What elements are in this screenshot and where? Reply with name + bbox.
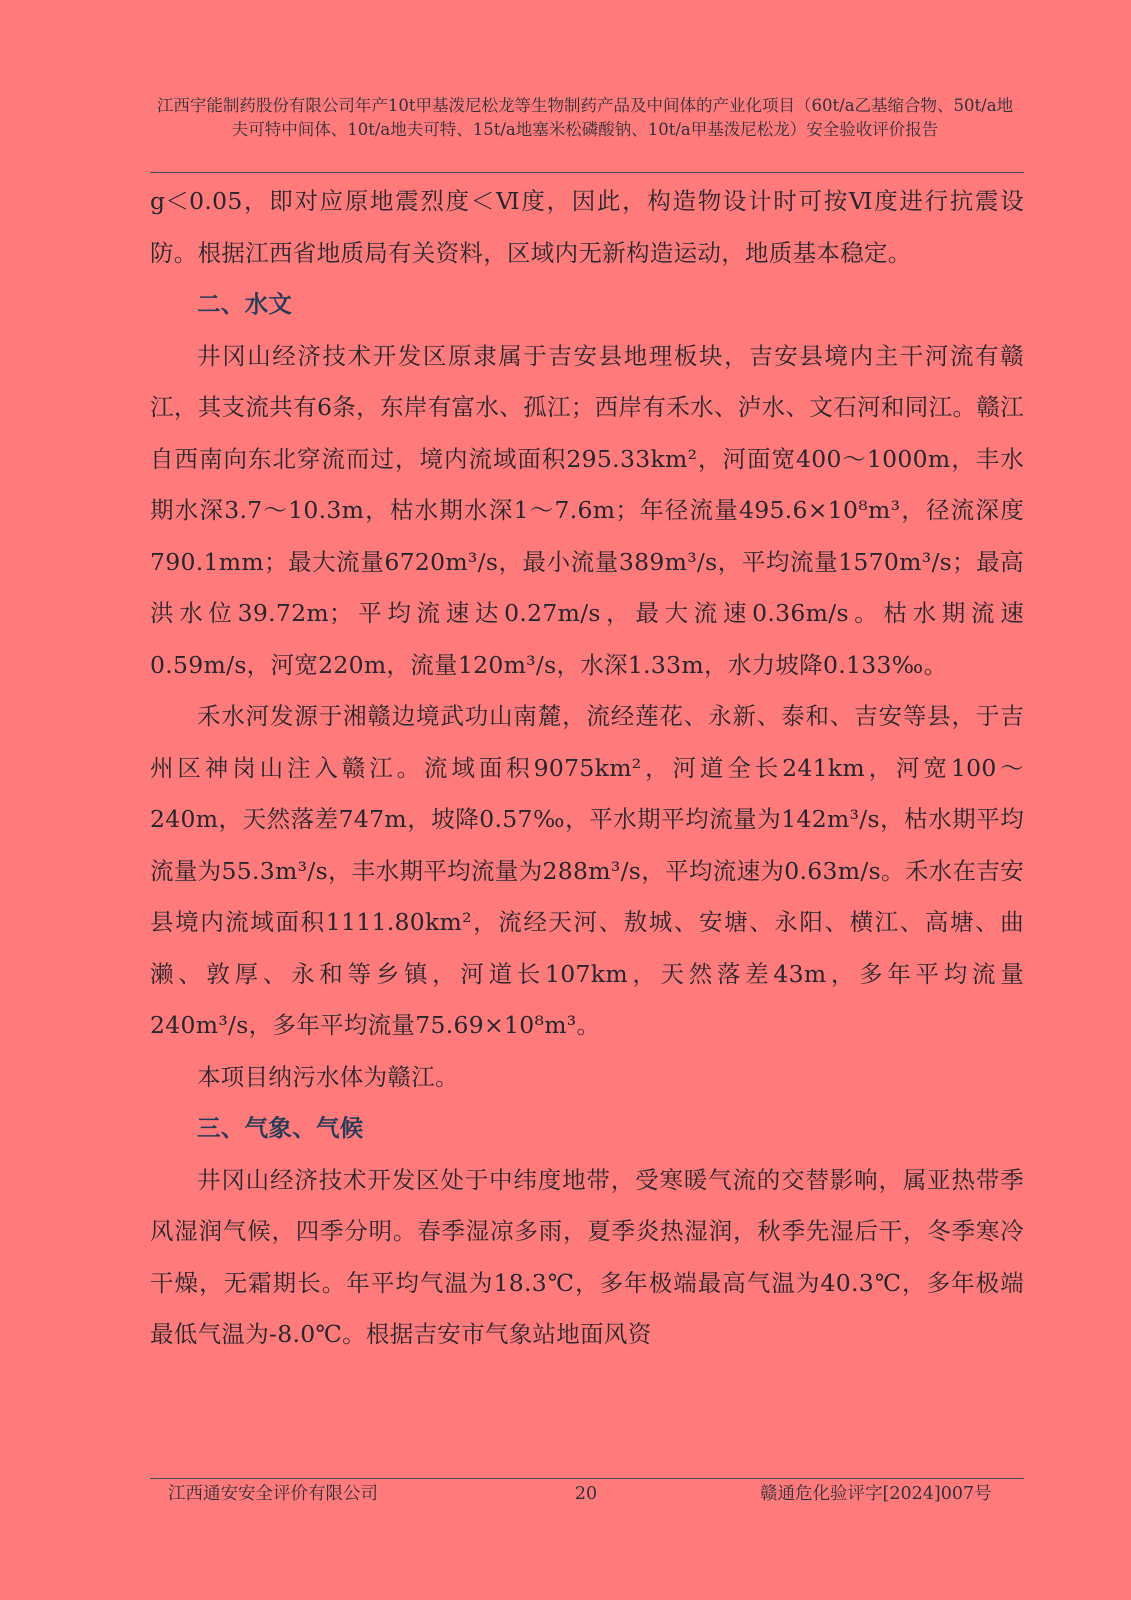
footer-company: 江西通安安全评价有限公司 xyxy=(168,1484,378,1504)
paragraph-climate: 井冈山经济技术开发区处于中纬度地带，受寒暖气流的交替影响，属亚热带季风湿润气候，四季分明。春季湿凉多雨，夏季炎热湿润，秋季先湿后干，冬季寒冷干燥，无霜期长。年平均气温为18.3℃，多年极端最高气温为40.3℃，多年极端最低气温为-8.0℃。根据吉安市气象站地面风资 xyxy=(150,1165,1024,1348)
header-divider xyxy=(150,172,1024,173)
paragraph-hydrology-ganjiang: 井冈山经济技术开发区原隶属于吉安县地理板块，吉安县境内主干河流有赣江，其支流共有6条，东岸有富水、孤江；西岸有禾水、泸水、文石河和同江。赣江自西南向东北穿流而过，境内流域面积295.33km²，河面宽400～1000m，丰水期水深3.7～10.3m，枯水期水深1～7.6m；年径流量495.6×10⁸m³，径流深度790.1mm；最大流量6720m³/s，最小流量389m³/s，平均流量1570m³/s；最高洪水位39.72m；平均流速达0.27m/s，最大流速0.36m/s。枯水期流速0.59m/s，河宽220m，流量120m³/s，水深1.33m，水力坡降0.133‰。 xyxy=(150,341,1024,679)
paragraph-receiving-water: 本项目纳污水体为赣江。 xyxy=(197,1062,459,1091)
footer-document-number: 赣通危化验评字[2024]007号 xyxy=(760,1484,992,1504)
page-header: 江西宇能制药股份有限公司年产10t甲基泼尼松龙等生物制药产品及中间体的产业化项目（60t/a乙基缩合物、50t/a地夫可特中间体、10t/a地夫可特、15t/a地塞米松磷酸钠、10t/a甲基泼尼松龙）安全验收评价报告 xyxy=(156,96,1014,139)
footer-divider xyxy=(150,1478,1024,1479)
section-heading-climate: 三、气象、气候 xyxy=(197,1114,364,1142)
paragraph-seismic-continuation: g＜0.05，即对应原地震烈度＜Ⅵ度，因此，构造物设计时可按Ⅵ度进行抗震设防。根据江西省地质局有关资料，区域内无新构造运动，地质基本稳定。 xyxy=(150,187,1024,267)
document-body xyxy=(150,176,1024,1361)
page-number: 20 xyxy=(574,1484,598,1504)
section-heading-hydrology: 二、水文 xyxy=(197,290,293,318)
paragraph-hydrology-heshui: 禾水河发源于湘赣边境武功山南麓，流经莲花、永新、泰和、吉安等县，于吉州区神岗山注入赣江。流域面积9075km²，河道全长241km，河宽100～240m，天然落差747m，坡降0.57‰，平水期平均流量为142m³/s，枯水期平均流量为55.3m³/s，丰水期平均流量为288m³/s，平均流速为0.63m/s。禾水在吉安县境内流域面积1111.80km²，流经天河、敖城、安塘、永阳、横江、高塘、曲濑、敦厚、永和等乡镇，河道长107km，天然落差43m，多年平均流量240m³/s，多年平均流量75.69×10⁸m³。 xyxy=(150,702,1024,1039)
